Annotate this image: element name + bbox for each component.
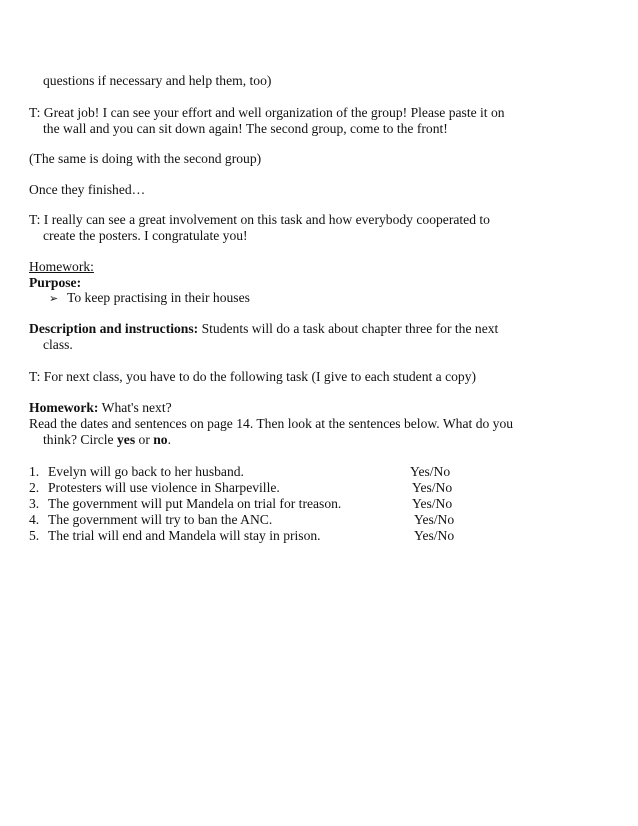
item-text: The trial will end and Mandela will stay in prison. bbox=[48, 528, 321, 543]
description-label: Description and instructions: bbox=[29, 321, 199, 336]
description-text: Students will do a task about chapter three for the next bbox=[198, 321, 499, 336]
teacher-line-1-first: T: Great job! I can see your effort and well organization of the group! Please paste it on bbox=[29, 105, 505, 120]
item-text: The government will put Mandela on trial for treason. bbox=[48, 496, 342, 511]
homework-task-title: What's next? bbox=[98, 400, 172, 415]
purpose-item: To keep practising in their houses bbox=[67, 290, 250, 305]
yes-word: yes bbox=[117, 432, 136, 447]
item-number: 1. bbox=[29, 464, 40, 479]
or-word: or bbox=[135, 432, 154, 447]
homework-instructions-second bbox=[43, 432, 171, 448]
description-second: class. bbox=[43, 337, 73, 352]
item-number: 3. bbox=[29, 496, 40, 511]
intro-tail: questions if necessary and help them, too) bbox=[43, 73, 272, 88]
teacher-line-3: T: For next class, you have to do the following task (I give to each student a copy) bbox=[29, 369, 477, 384]
item-answer: Yes/No bbox=[410, 464, 451, 479]
item-number: 2. bbox=[29, 480, 40, 495]
instr-text: think? Circle bbox=[43, 432, 117, 447]
once-finished: Once they finished… bbox=[29, 182, 146, 197]
homework-task-heading bbox=[29, 400, 172, 416]
item-number: 4. bbox=[29, 512, 40, 527]
period: . bbox=[167, 432, 172, 447]
item-number: 5. bbox=[29, 528, 40, 543]
item-text: Evelyn will go back to her husband. bbox=[48, 464, 244, 479]
no-word: no bbox=[153, 432, 168, 447]
description-first bbox=[29, 321, 498, 337]
note-same: (The same is doing with the second group) bbox=[29, 151, 262, 166]
homework-instructions-first: Read the dates and sentences on page 14. Then look at the sentences below. What do you bbox=[29, 416, 514, 431]
item-text: Protesters will use violence in Sharpeville. bbox=[48, 480, 280, 495]
homework-task-label: Homework: bbox=[29, 400, 99, 415]
homework-heading: Homework: bbox=[29, 259, 94, 274]
teacher-line-2-first: T: I really can see a great involvement on this task and how everybody cooperated to bbox=[29, 212, 490, 227]
arrow-bullet-icon: ➢ bbox=[49, 293, 59, 305]
item-answer: Yes/No bbox=[412, 480, 453, 495]
item-answer: Yes/No bbox=[414, 512, 455, 527]
item-answer: Yes/No bbox=[412, 496, 453, 511]
item-text: The government will try to ban the ANC. bbox=[48, 512, 273, 527]
teacher-line-1-second: the wall and you can sit down again! The second group, come to the front! bbox=[43, 121, 448, 136]
purpose-label: Purpose: bbox=[29, 275, 82, 290]
teacher-line-2-second: create the posters. I congratulate you! bbox=[43, 228, 248, 243]
item-answer: Yes/No bbox=[414, 528, 455, 543]
